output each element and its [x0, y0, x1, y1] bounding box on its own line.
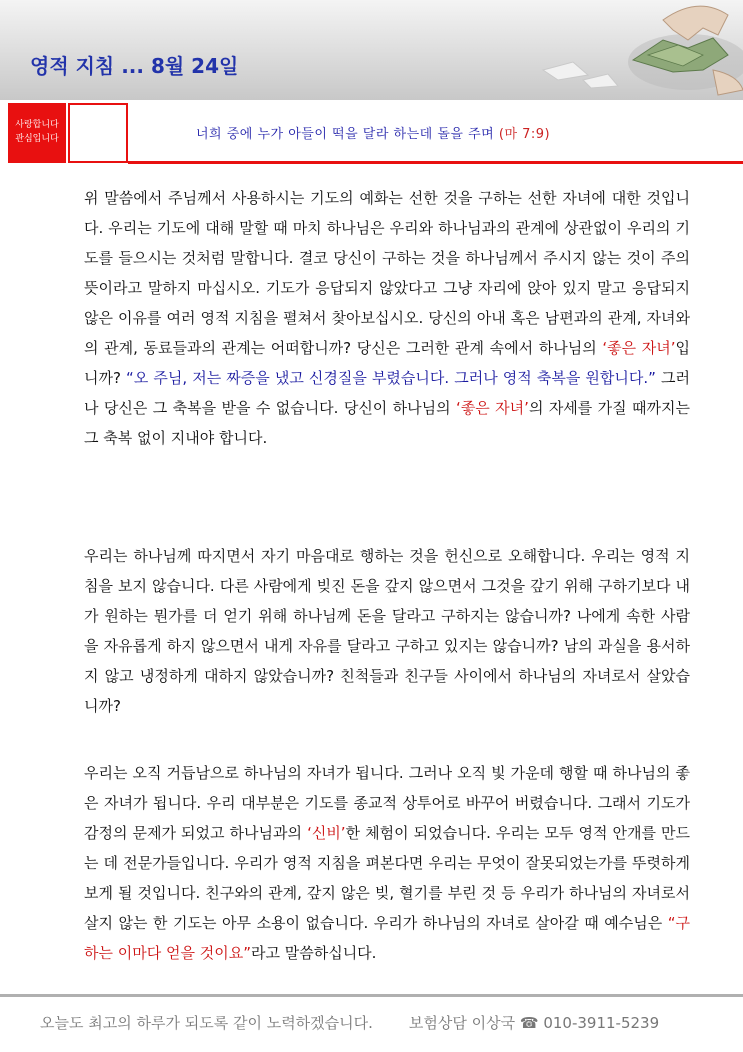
verse-reference: (마 7:9) [498, 127, 551, 142]
empty-frame-box [68, 103, 128, 163]
paragraph-1 [84, 183, 690, 453]
footer-contact: 보험상담 이상국 ☎ 010-3911-5239 [408, 1014, 660, 1032]
footer-divider [0, 994, 743, 997]
p3-text-c: 한 체험이 되었습니다. 우리는 모두 영적 안개를 만드는 데 전문가들입니다. 우리가 영적 지침을 펴본다면 우리는 무엇이 잘못되었는가를 뚜렷하게 보게 될 것입니다. 친구와의 관계, 갚지 않은 빚, 혈기를 부린 것 등 우리가 하나님의 자녀로서 살지 않는 한 기도는 아무 소용이 없습니다. 우리가 하나님의 자녀로 살아갈 때 예수님은 [84, 824, 690, 932]
p3-emphasis-mystery: ‘신비’ [307, 824, 346, 842]
cracked-egg-money-icon [513, 0, 743, 100]
page-footer [40, 1012, 659, 1033]
p3-text-e: 라고 말씀하십니다. [250, 944, 377, 962]
p1-emphasis-good-child-2: ‘좋은 자녀’ [456, 399, 529, 417]
p1-text-e: 그러나 당신은 그 축복을 받을 수 없습니다. 당신이 하나님의 [84, 369, 690, 417]
p1-text-g: 의 자세를 가질 때까지는 그 축복 없이 지내야 합니다. [84, 399, 690, 447]
p2-text: 우리는 하나님께 따지면서 자기 마음대로 행하는 것을 헌신으로 오해합니다. 우리는 영적 지침을 보지 않습니다. 다른 사람에게 빚진 돈을 갚지 않으면서 그것을 갚기 위해 구하기보다 내가 원하는 뭔가를 더 얻기 위해 하나님께 돈을 달라고 구하지는 않습니까? 나에게 속한 사람을 자유롭게 하지 않으면서 내게 자유를 달라고 구하고 있지는 않습니까? 남의 과실을 용서하지 않고 냉정하게 대하지 않았습니까? 친척들과 친구들 사이에서 하나님의 자녀로서 살았습니까? [84, 547, 690, 715]
page-title: 영적 지침 ... 8월 24일 [30, 54, 239, 78]
p1-text-c: 입니까? [84, 339, 690, 387]
love-interest-badge [8, 103, 66, 163]
p1-quote: “오 주님, 저는 짜증을 냈고 신경질을 부렸습니다. 그러나 영적 축복을 원합니다.” [126, 369, 656, 387]
p3-quote: “구하는 이마다 얻을 것이요” [84, 914, 690, 962]
p3-text-a: 우리는 오직 거듭남으로 하나님의 자녀가 됩니다. 그러나 오직 빛 가운데 행할 때 하나님의 좋은 자녀가 됩니다. 우리 대부분은 기도를 종교적 상투어로 바꾸어 버렸습니다. 그래서 기도가 감정의 문제가 되었고 하나님과의 [84, 764, 690, 842]
p1-emphasis-good-child: ‘좋은 자녀’ [602, 339, 676, 357]
scripture-verse [196, 123, 550, 142]
p1-text-a: 위 말씀에서 주님께서 사용하시는 기도의 예화는 선한 것을 구하는 선한 자녀에 대한 것입니다. 우리는 기도에 대해 말할 때 마치 하나님은 우리와 하나님과의 관계에 상관없이 우리의 기도를 들으시는 것처럼 말합니다. 결코 당신이 구하는 것을 하나님께서 주시지 않는 것이 주의 뜻이라고 말하지 마십시오. 기도가 응답되지 않았다고 그냥 자리에 앉아 있지 말고 응답되지 않은 이유를 여러 영적 지침을 펼쳐서 찾아보십시오. 당신의 아내 혹은 남편과의 관계, 자녀와의 관계, 동료들과의 관계는 어떠합니까? 당신은 그러한 관계 속에서 하나님의 [84, 189, 690, 357]
badge-line-1: 사랑합니다 [15, 120, 59, 130]
verse-text: 너희 중에 누가 아들이 떡을 달라 하는데 돌을 주며 [196, 127, 495, 142]
paragraph-2 [84, 541, 690, 721]
footer-slogan: 오늘도 최고의 하루가 되도록 같이 노력하겠습니다. [40, 1014, 373, 1032]
header-divider [128, 161, 743, 164]
page-header [0, 0, 743, 100]
paragraph-3 [84, 758, 690, 968]
badge-line-2: 관심입니다 [15, 134, 59, 144]
